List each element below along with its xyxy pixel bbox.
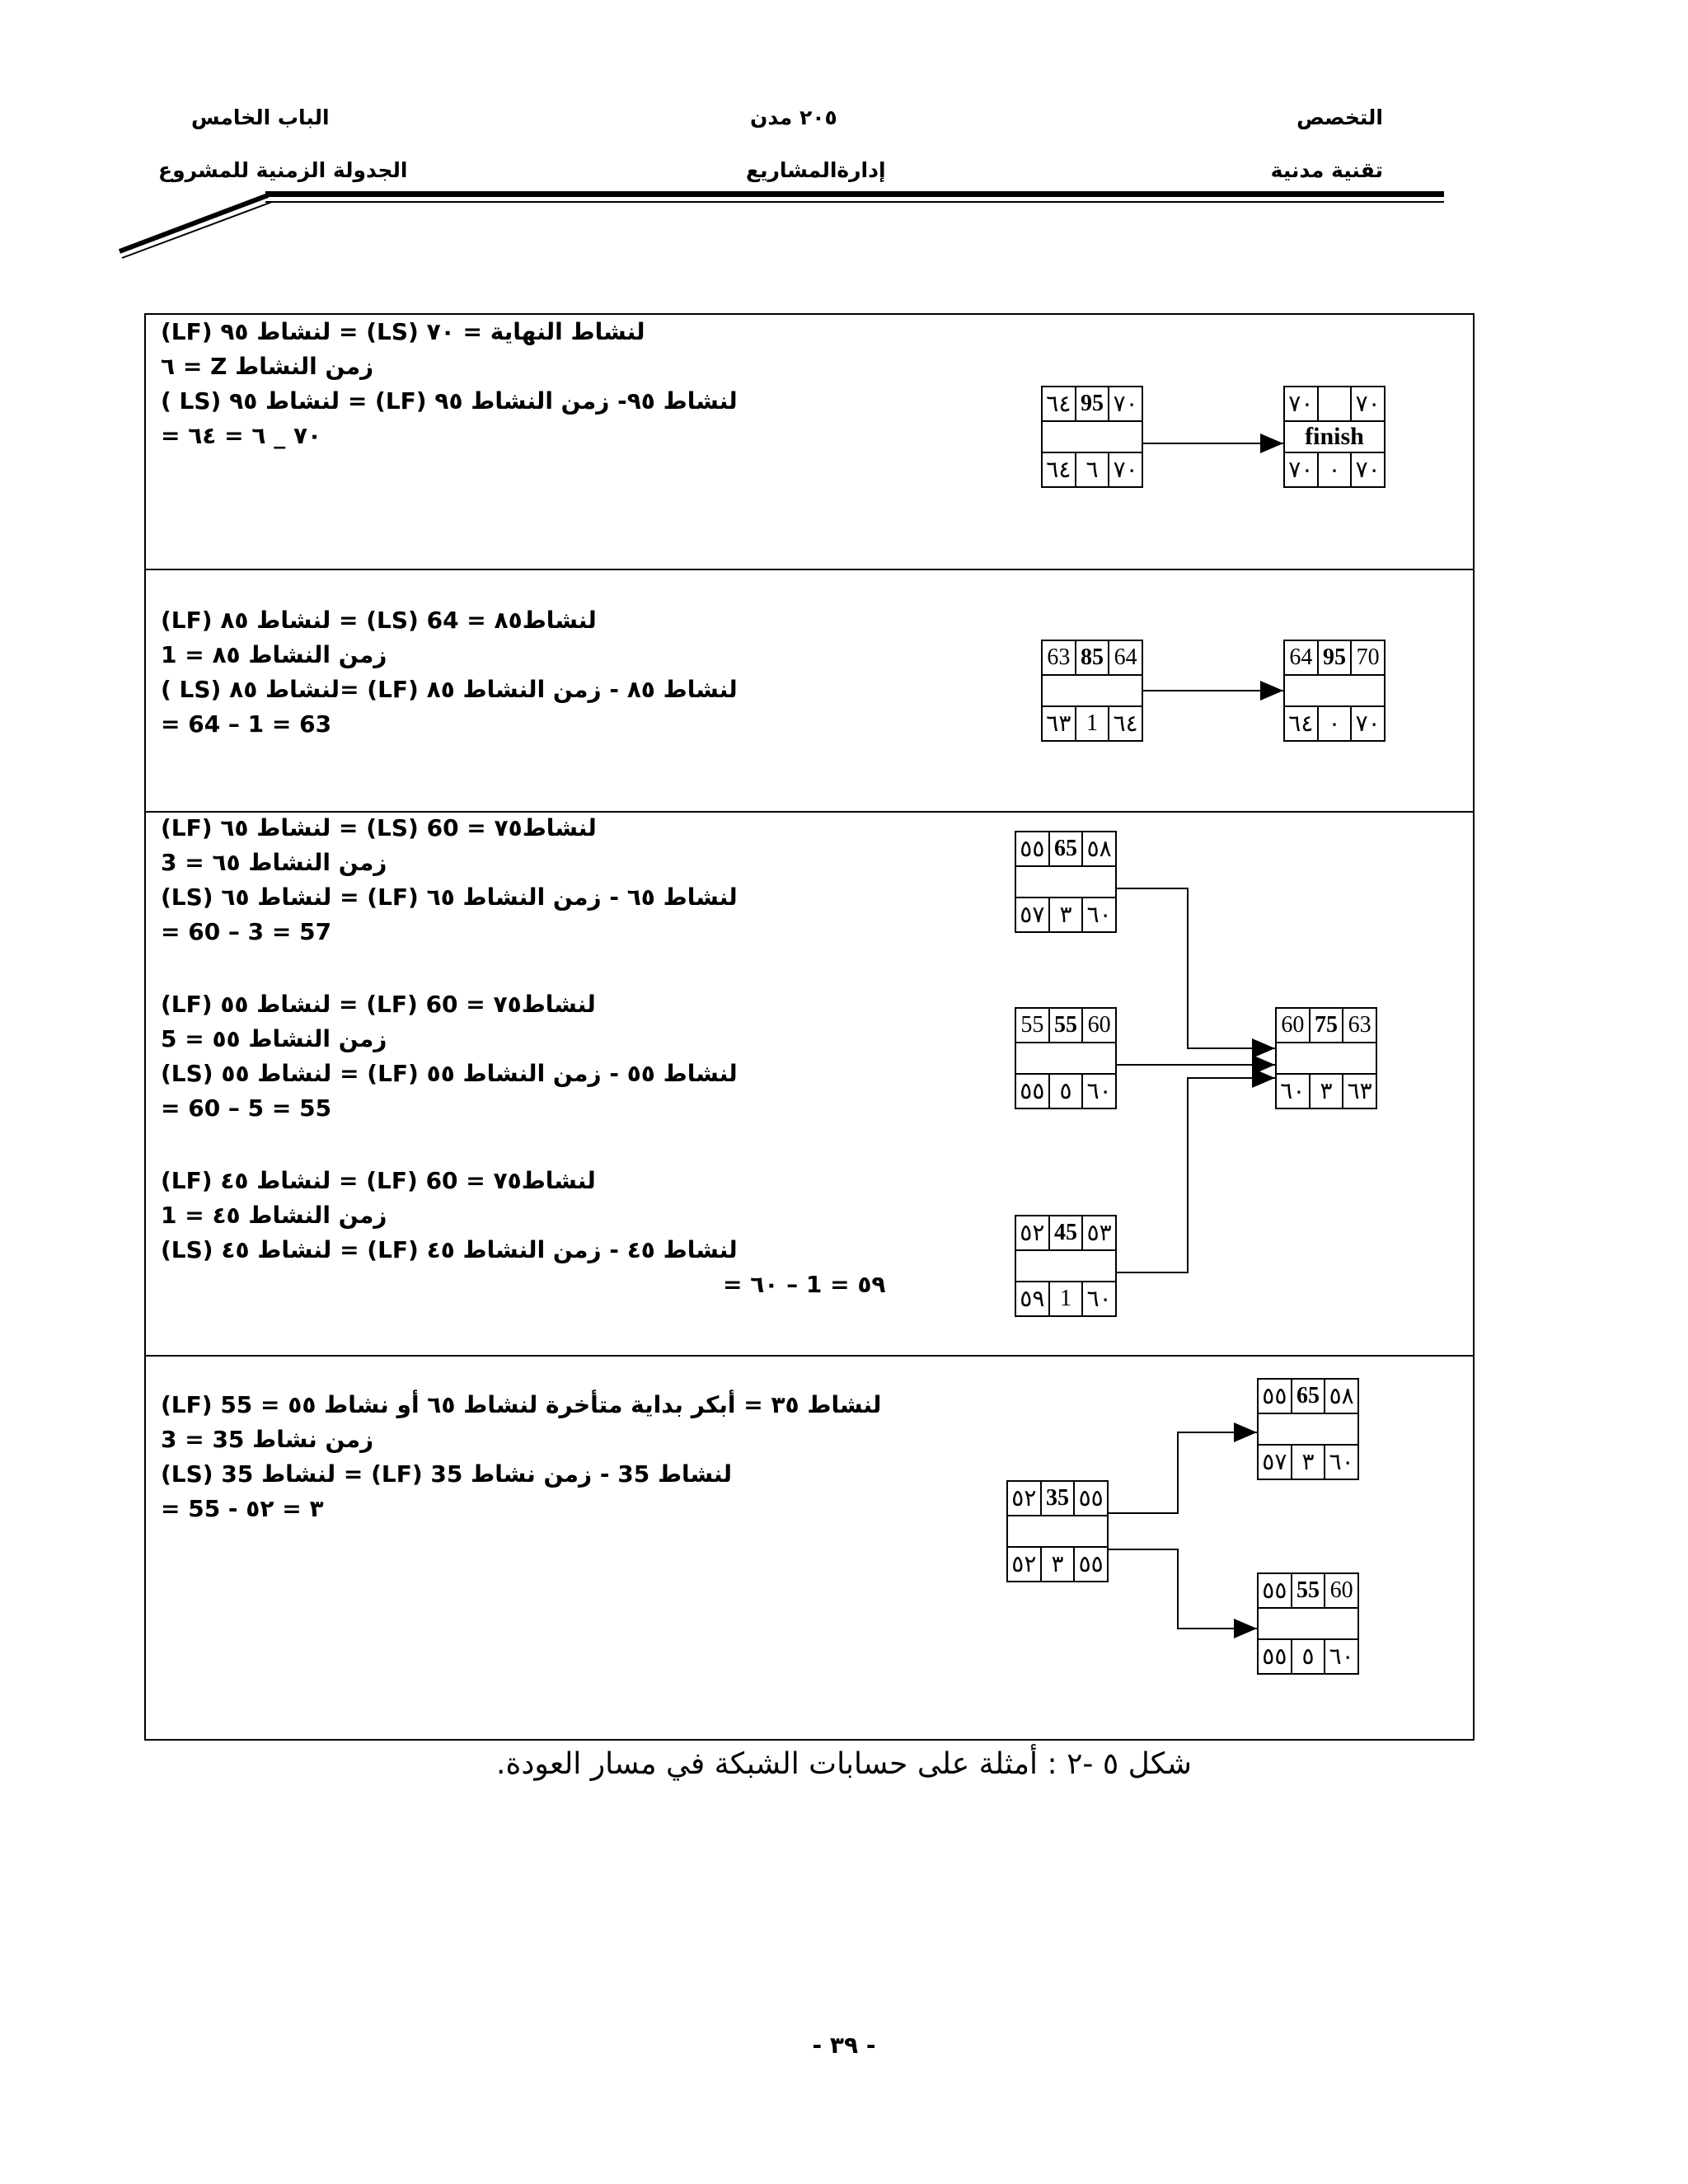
node-cell: ٣ bbox=[1040, 1548, 1074, 1581]
node-cell: ٦٠ bbox=[1081, 898, 1115, 931]
node-cell: ٦٤ bbox=[1046, 391, 1071, 417]
node-cell: ٧٠ bbox=[1350, 707, 1384, 740]
node-cell: ٧٠ bbox=[1108, 387, 1142, 420]
node-cell: ٦٠ bbox=[1081, 1282, 1115, 1315]
header-specialty-value: تقنية مدنية bbox=[1270, 158, 1383, 182]
eq-line: (LF) لنشاط ٩٥ = (LS) لنشاط النهاية = ٧٠ bbox=[161, 318, 645, 345]
node-cell: ٥ bbox=[1291, 1640, 1325, 1673]
header-chapter-title: الجدولة الزمنية للمشروع bbox=[158, 158, 408, 182]
eq-line: زمن النشاط ٦٥ = 3 bbox=[161, 849, 387, 876]
eq-line: = ٦٠ – 1 = ٥٩ bbox=[723, 1271, 886, 1298]
node-cell: ٧٠ bbox=[1108, 453, 1142, 486]
node-cell: 60 bbox=[1281, 1012, 1305, 1038]
node-cell: 95 bbox=[1317, 641, 1351, 674]
node-cell: ٥٢ bbox=[1011, 1552, 1037, 1577]
node-cell: ٥٥ bbox=[1262, 1578, 1287, 1604]
eq-line: = 64 – 1 = 63 bbox=[161, 710, 332, 738]
node-cell: ٥٥ bbox=[1073, 1482, 1107, 1515]
header-rule-thick bbox=[265, 191, 1444, 197]
eq-line: (LS) لنشاط ٤٥ = (LF) لنشاط ٤٥ - زمن النشاط ٤٥ bbox=[161, 1236, 738, 1263]
node-cell: 75 bbox=[1309, 1009, 1343, 1042]
node-cell: 70 bbox=[1350, 641, 1384, 674]
node-cell: ٦٠ bbox=[1081, 1075, 1115, 1108]
node-cell: ٥٥ bbox=[1073, 1548, 1107, 1581]
node-cell: ٥٧ bbox=[1020, 902, 1045, 928]
node-cell: ٥ bbox=[1048, 1075, 1082, 1108]
eq-line: = 55 - ٣ = ٥٢ bbox=[161, 1495, 324, 1522]
node-cell: ٥٥ bbox=[1262, 1384, 1287, 1409]
eq-line: زمن النشاط ٤٥ = 1 bbox=[161, 1202, 387, 1229]
node-cell: ٦٠ bbox=[1280, 1079, 1306, 1104]
node-label: finish bbox=[1305, 423, 1364, 450]
node-cell: 60 bbox=[1324, 1574, 1357, 1607]
eq-line: = 60 – 5 = 55 bbox=[161, 1094, 332, 1122]
node-cell: 63 bbox=[1047, 644, 1071, 670]
node-cell: 64 bbox=[1108, 641, 1142, 674]
node-cell: ٦٤ bbox=[1108, 707, 1142, 740]
node-cell: 55 bbox=[1048, 1009, 1082, 1042]
node-cell: ٥٥ bbox=[1020, 1079, 1045, 1104]
figure-caption: شكل ٥ -٢ : أمثلة على حسابات الشبكة في مسار العودة. bbox=[496, 1747, 1192, 1781]
node-cell: ٦٣ bbox=[1342, 1075, 1376, 1108]
node-cell: 1 bbox=[1075, 707, 1109, 740]
node-cell: 60 bbox=[1081, 1009, 1115, 1042]
node-cell: ٥٢ bbox=[1020, 1221, 1045, 1246]
eq-line: (LS) لنشاط 35 = (LF) لنشاط 35 - زمن نشاط 35 bbox=[161, 1460, 732, 1488]
eq-line: زمن النشاط Z = ٦ bbox=[161, 353, 374, 380]
node-cell: ٦٠ bbox=[1324, 1640, 1357, 1673]
node-cell: ٣ bbox=[1309, 1075, 1343, 1108]
page-number: - ٣٩ - bbox=[812, 2032, 876, 2059]
eq-line: (LF) لنشاط ٨٥ = (LS) لنشاط٨٥ = 64 bbox=[161, 607, 597, 634]
eq-line: = 60 – 3 = 57 bbox=[161, 918, 332, 945]
node-cell: ٦٤ bbox=[1288, 711, 1314, 737]
eq-line: ( LS) لنشاط ٩٥ = (LF) لنشاط ٩٥- زمن النشاط ٩٥ bbox=[161, 387, 738, 415]
node-cell: 85 bbox=[1075, 641, 1109, 674]
section-activity-35 bbox=[146, 1357, 1473, 1741]
node-cell: ٥٧ bbox=[1262, 1450, 1287, 1475]
eq-line: = ٧٠ _ ٦ = ٦٤ bbox=[161, 422, 322, 449]
node-cell: ٥٣ bbox=[1081, 1216, 1115, 1249]
node-cell: ٦٣ bbox=[1046, 711, 1071, 737]
node-cell: ٧٠ bbox=[1350, 387, 1384, 420]
eq-line: (LF) لنشاط ٥٥ = (LF) لنشاط٧٥ = 60 bbox=[161, 991, 596, 1018]
eq-line: (LF) لنشاط ٦٥ = (LS) لنشاط٧٥ = 60 bbox=[161, 814, 597, 841]
node-cell: ٥٢ bbox=[1011, 1486, 1037, 1511]
node-cell: ٥٥ bbox=[1262, 1644, 1287, 1670]
eq-line: ( LS) لنشاط ٨٥= (LF) لنشاط ٨٥ - زمن النشاط ٨٥ bbox=[161, 676, 738, 703]
node-cell: ٠ bbox=[1317, 707, 1351, 740]
node-cell: ٦٤ bbox=[1046, 457, 1071, 483]
node-cell: 63 bbox=[1342, 1009, 1376, 1042]
node-cell: ٧٠ bbox=[1288, 391, 1314, 417]
section-activities-65-55-45 bbox=[146, 813, 1473, 1357]
node-cell: 55 bbox=[1020, 1012, 1044, 1038]
node-cell: 1 bbox=[1048, 1282, 1082, 1315]
node-cell: ٥٩ bbox=[1020, 1286, 1045, 1312]
section-activity-85 bbox=[146, 570, 1473, 813]
node-cell: ٠ bbox=[1317, 453, 1351, 486]
node-cell: 95 bbox=[1075, 387, 1109, 420]
arrow-95-to-finish bbox=[146, 315, 1473, 570]
node-cell: 65 bbox=[1048, 832, 1082, 865]
eq-line: زمن نشاط 35 = 3 bbox=[161, 1426, 374, 1453]
header-rule-thin bbox=[265, 201, 1444, 203]
node-cell: ٣ bbox=[1048, 898, 1082, 931]
header-chapter: الباب الخامس bbox=[191, 105, 330, 129]
node-cell: 65 bbox=[1291, 1380, 1325, 1413]
node-cell: 55 bbox=[1291, 1574, 1325, 1607]
arrows-to-75 bbox=[146, 813, 1473, 1357]
arrow-85-to-95 bbox=[146, 570, 1473, 813]
node-cell: ٥٨ bbox=[1081, 832, 1115, 865]
eq-line: (LF) لنشاط ٣٥ = أبكر بداية متأخرة لنشاط ٦٥ أو نشاط ٥٥ = 55 bbox=[161, 1391, 882, 1418]
eq-line: زمن النشاط ٨٥ = 1 bbox=[161, 641, 387, 668]
header-diagonal-stroke bbox=[115, 185, 280, 268]
node-cell: ٣ bbox=[1291, 1446, 1325, 1479]
node-cell: ٥٨ bbox=[1324, 1380, 1357, 1413]
header-specialty-label: التخصص bbox=[1296, 105, 1383, 129]
calculation-table bbox=[144, 313, 1475, 1741]
eq-line: (LS) لنشاط ٥٥ = (LF) لنشاط ٥٥ - زمن النشاط ٥٥ bbox=[161, 1060, 738, 1087]
node-cell: ٦٠ bbox=[1324, 1446, 1357, 1479]
node-cell: ٧٠ bbox=[1288, 457, 1314, 483]
node-cell: ٧٠ bbox=[1350, 453, 1384, 486]
node-cell: 45 bbox=[1048, 1216, 1082, 1249]
node-cell: 64 bbox=[1289, 644, 1313, 670]
node-cell: ٦ bbox=[1075, 453, 1109, 486]
section-activity-95 bbox=[146, 315, 1473, 570]
eq-line: (LF) لنشاط ٤٥ = (LF) لنشاط٧٥ = 60 bbox=[161, 1167, 596, 1194]
eq-line: زمن النشاط ٥٥ = 5 bbox=[161, 1025, 387, 1052]
node-cell: 35 bbox=[1040, 1482, 1074, 1515]
node-cell: ٥٥ bbox=[1020, 837, 1045, 862]
eq-line: (LS) لنشاط ٦٥ = (LF) لنشاط ٦٥ - زمن النشاط ٦٥ bbox=[161, 883, 738, 911]
header-course-name: إدارةالمشاريع bbox=[746, 158, 886, 182]
header-course-code: ٢٠٥ مدن bbox=[750, 105, 837, 129]
arrows-from-35 bbox=[146, 1357, 1473, 1741]
